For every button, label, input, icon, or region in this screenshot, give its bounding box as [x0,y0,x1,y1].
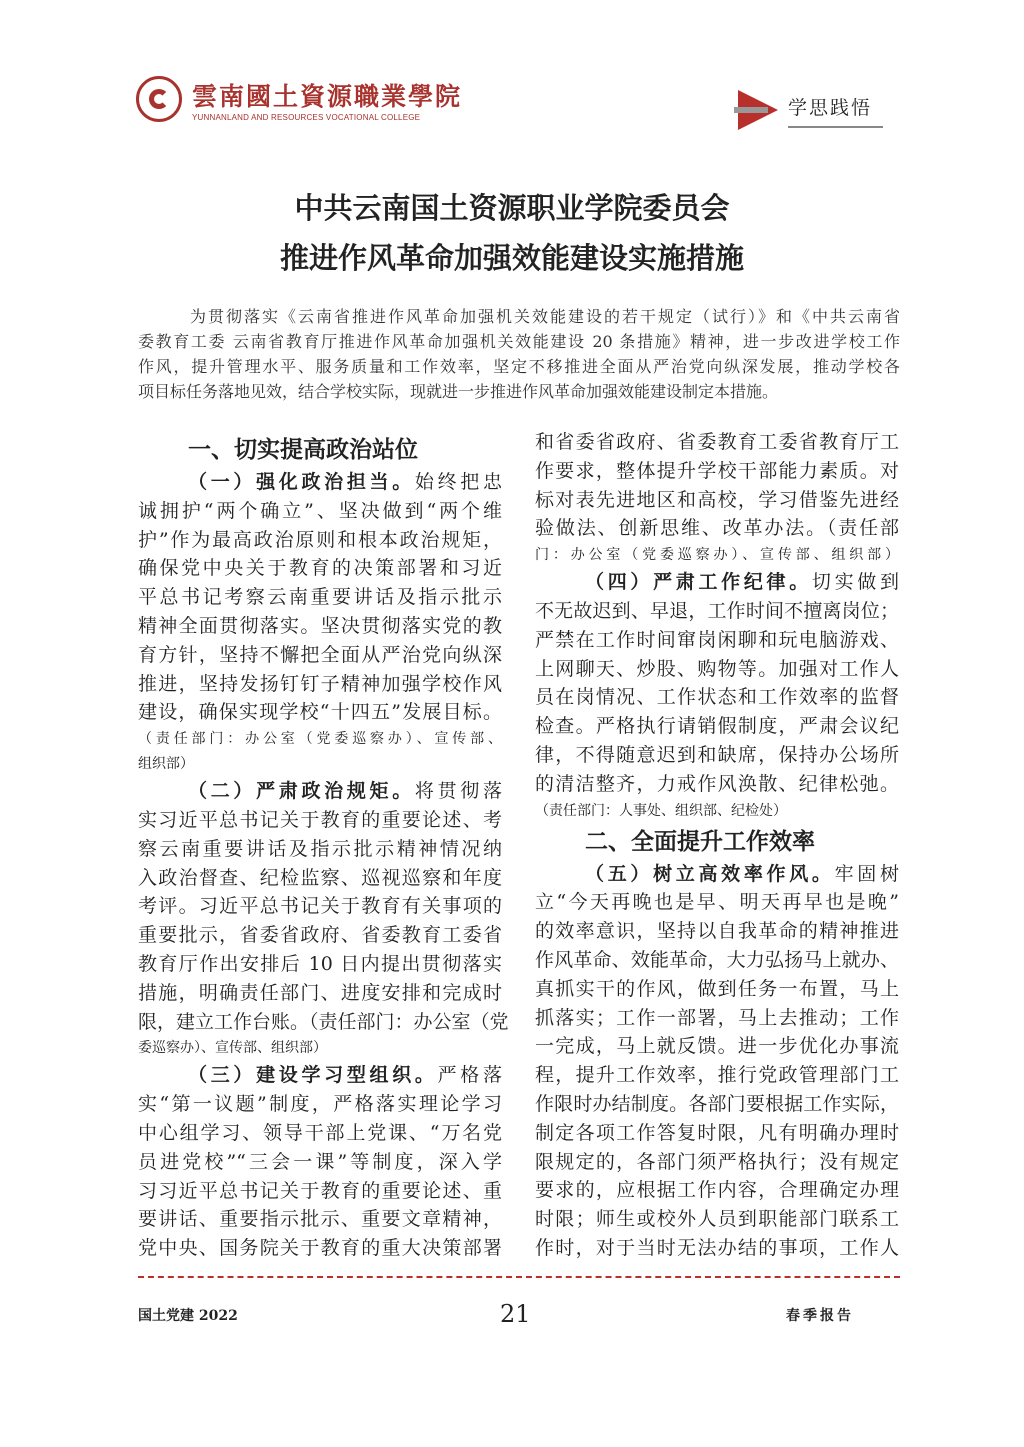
intro-paragraph [138,304,900,404]
right-column [535,428,899,1263]
body-line: 抓落实；工作一部署，马上去推动；工作 [535,1006,899,1029]
college-seal-icon [136,76,182,122]
body-text: 始终把忠 [414,471,502,493]
body-line: 确保党中央关于教育的决策部署和习近 [138,557,502,580]
body-line: 立“今天再晚也是早、明天再早也是晚” [535,891,899,914]
footer-divider [138,1276,900,1278]
body-line: 制定各项工作答复时限，凡有明确办理时 [535,1121,899,1144]
responsibility-note: 组织部） [138,756,194,773]
intro-line: 委教育工委 云南省教育厅推进作风革命加强机关效能建设 20 条措施》精神，进一步改进学校工作 [138,332,900,351]
body-line: 育方针，坚持不懈把全面从严治党向纵深 [138,643,502,666]
logo-chinese-name: 雲南國土資源職業學院 [192,81,463,111]
body-line: 中心组学习、领导干部上党课、“万名党 [138,1121,502,1144]
body-line: 建设，确保实现学校“十四五”发展目标。 [138,701,502,724]
body-line: 和省委省政府、省委教育工委省教育厅工 [535,431,899,453]
body-line: 员进党校”“三会一课”等制度，深入学 [138,1150,502,1173]
body-text: 牢固树 [834,862,899,885]
body-line: 教育厅作出安排后 10 日内提出贯彻落实 [138,952,502,975]
body-line: 精神全面贯彻落实。坚决贯彻落实党的教 [138,614,502,637]
body-line: 真抓实干的作风，做到任务一布置，马上 [535,977,899,1000]
body-line: 的清洁整齐，力戒作风涣散、纪律松弛。 [535,772,899,795]
body-text: 切实做到 [811,571,899,594]
intro-line: 项目标任务落地见效，结合学校实际，现就进一步推进作风革命加强效能建设制定本措施。 [138,382,779,401]
body-line: 标对表先进地区和高校，学习借鉴先进经 [535,488,899,511]
left-column [138,432,509,1263]
responsibility-note: （责任部门：办公室（党委巡察办）、宣传部、 [138,731,502,748]
body-line: 时限；师生或校外人员到职能部门联系工 [535,1208,899,1231]
subsection-title: （五）树立高效率作风。 [585,862,835,885]
footer-report: 春季报告 [786,1308,854,1324]
body-line: 护”作为最高政治原则和根本政治规矩， [138,528,502,551]
body-line: 作限时办结制度。各部门要根据工作实际， [535,1092,899,1115]
footer-publication: 国土党建 2022 [138,1308,238,1324]
body-line: 员在岗情况、工作状态和工作效率的监督 [535,686,899,709]
body-line: 验做法、创新思维、改革办法。（责任部 [535,517,899,540]
body-line: 一完成，马上就反馈。进一步优化办事流 [535,1035,899,1058]
body-line: 察云南重要讲话及指示批示精神情况纳 [138,837,502,860]
section-heading: 二、全面提升工作效率 [585,828,815,855]
body-line [138,1061,502,1090]
section-tag [738,90,883,130]
responsibility-note: （责任部门：人事处、组织部、纪检处） [535,802,787,819]
body-line: 考评。习近平总书记关于教育有关事项的 [138,895,502,918]
body-line [535,568,899,597]
subsection-title: （三）建设学习型组织。 [188,1064,438,1087]
body-line [138,468,502,497]
body-line: 严禁在工作时间窜岗闲聊和玩电脑游戏、 [535,628,899,651]
body-line: 实习近平总书记关于教育的重要论述、考 [138,808,502,831]
body-line: 要求的，应根据工作内容，合理确定办理 [535,1179,899,1202]
body-line: 程，提升工作效率，推行党政管理部门工 [535,1064,899,1087]
section-heading: 一、切实提高政治站位 [188,437,418,463]
responsibility-note: 门：办公室（党委巡察办）、宣传部、组织部） [535,547,899,564]
body-line: 作要求，整体提升学校干部能力素质。对 [535,459,899,482]
responsibility-note: 委巡察办）、宣传部、组织部） [138,1040,327,1057]
body-line: 重要批示，省委省政府、省委教育工委省 [138,924,502,947]
body-line: 检查。严格执行请销假制度，严肃会议纪 [535,715,899,738]
body-line: 习习近平总书记关于教育的重要论述、重 [138,1179,502,1202]
body-line: 限规定的，各部门须严格执行；没有规定 [535,1150,899,1173]
page-title-line-1: 中共云南国土资源职业学院委员会 [294,191,730,225]
body-line: 入政治督查、纪检监察、巡视巡察和年度 [138,866,502,889]
body-line: 的效率意识，坚持以自我革命的精神推进 [535,920,899,943]
page-title-line-2: 推进作风革命加强效能建设实施措施 [279,241,744,275]
college-logo [136,76,462,122]
body-line [138,777,502,806]
logo-english-name: YUNNANLAND AND RESOURCES VOCATIONAL COLLEGE [192,112,421,122]
subsection-title: （二）严肃政治规矩。 [188,780,415,803]
body-line: 限，建立工作台账。（责任部门：办公室（党 [138,1010,509,1033]
body-line: 作时，对于当时无法办结的事项，工作人 [535,1236,899,1259]
body-line: 平总书记考察云南重要讲话及指示批示 [138,586,502,609]
body-line: 党中央、国务院关于教育的重大决策部署 [138,1237,502,1260]
body-text: 严格落 [437,1064,502,1087]
intro-line: 为贯彻落实《云南省推进作风革命加强机关效能建设的若干规定（试行）》和《中共云南省 [190,307,900,326]
body-line: 实“第一议题”制度，严格落实理论学习 [138,1093,502,1116]
body-text: 将贯彻落 [414,780,502,803]
body-line: 诚拥护“两个确立”、坚决做到“两个维 [138,499,502,522]
body-line: 要讲话、重要指示批示、重要文章精神， [138,1208,502,1231]
body-line: 推进，坚持发扬钉钉子精神加强学校作风 [138,672,502,695]
page-number: 21 [500,1300,531,1328]
body-line: 措施，明确责任部门、进度安排和完成时 [138,981,502,1004]
body-line: 作风革命、效能革命，大力弘扬马上就办、 [535,948,899,971]
body-line: 不无故迟到、早退，工作时间不擅离岗位； [535,599,899,622]
body-line: 律，不得随意迟到和缺席，保持办公场所 [535,743,899,766]
intro-line: 作风，提升管理水平、服务质量和工作效率，坚定不移推进全面从严治党向纵深发展，推动学校各 [138,357,900,376]
body-line [535,860,899,889]
subsection-title: （四）严肃工作纪律。 [585,571,812,594]
section-tag-label: 学思践悟 [788,93,883,128]
subsection-title: （一）强化政治担当。 [188,471,415,493]
body-line: 上网聊天、炒股、购物等。加强对工作人 [535,657,899,680]
